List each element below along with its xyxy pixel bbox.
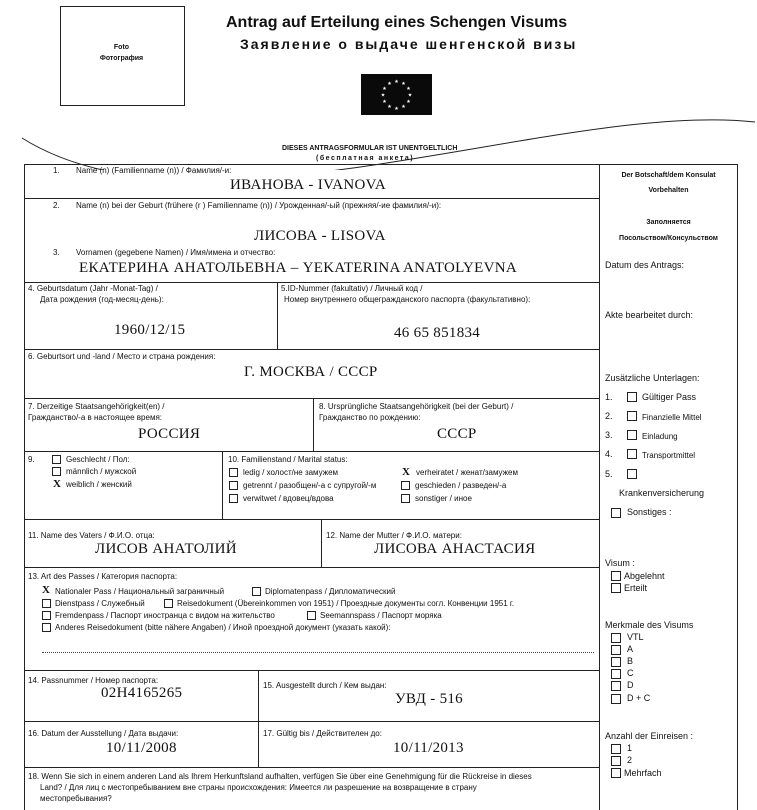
type-c-label: C xyxy=(627,668,634,678)
field-18-line-3: местопребывания? xyxy=(40,794,112,803)
grid-line xyxy=(24,164,737,165)
header-curve xyxy=(0,60,757,170)
sonstiger-label: sonstiger / иное xyxy=(415,494,472,503)
male-label: männlich / мужской xyxy=(66,467,137,476)
entries-multiple-checkbox[interactable] xyxy=(611,768,621,778)
diplomat-passport-checkbox[interactable] xyxy=(252,587,261,596)
grid-line xyxy=(222,451,223,519)
grid-line xyxy=(24,519,600,520)
grid-line xyxy=(24,198,600,199)
grid-line xyxy=(24,451,600,452)
field-4-label-2: Дата рождения (год-месяц-день): xyxy=(40,295,164,304)
grid-line xyxy=(24,349,600,350)
financial-means-label: Finanzielle Mittel xyxy=(642,413,702,422)
other-document-label: Anderes Reisedokument (bitte nähere Angaben) / Иной проездной документ (указать какой): xyxy=(55,623,391,632)
photo-label-ru: Фотография xyxy=(99,55,144,62)
diplomat-passport-label: Diplomatenpass / Дипломатический xyxy=(265,587,396,596)
issue-date-value[interactable]: 10/11/2008 xyxy=(106,740,177,756)
application-date-label: Datum des Antrags: xyxy=(605,260,685,270)
field-2-number: 2. xyxy=(53,201,60,210)
invitation-checkbox[interactable] xyxy=(627,430,637,440)
field-1-number: 1. xyxy=(53,166,60,175)
geschieden-checkbox[interactable] xyxy=(401,481,410,490)
grid-line xyxy=(24,767,600,768)
field-12-label: 12. Name der Mutter / Ф.И.О. матери: xyxy=(326,531,462,540)
field-5-label-2: Номер внутреннего общегражданского паспорта (факультативно): xyxy=(284,295,531,304)
processed-by-label: Akte bearbeitet durch: xyxy=(605,310,694,320)
svg-text:★: ★ xyxy=(380,92,386,99)
svg-text:★: ★ xyxy=(387,81,392,87)
doc-number: 3. xyxy=(605,430,613,440)
verwitwet-checkbox[interactable] xyxy=(229,494,238,503)
field-8-label-1: 8. Ursprüngliche Staatsangehörigkeit (bei der Geburt) / xyxy=(319,402,514,411)
visa-features-label: Merkmale des Visums xyxy=(605,620,694,630)
svg-text:★: ★ xyxy=(406,99,411,105)
financial-means-checkbox[interactable] xyxy=(627,411,637,421)
other-checkbox[interactable] xyxy=(611,508,621,518)
field-18-line-1: 18. Wenn Sie sich in einem anderen Land als Ihrem Herkunftsland aufhalten, verfügen Sie über eine Genehmigung für die Rückreise in dieses xyxy=(28,772,532,781)
grid-line xyxy=(24,282,600,283)
first-names-value[interactable]: ЕКАТЕРИНА АНАТОЛЬЕВНА – YEKATERINA ANATOLYEVNA xyxy=(79,260,518,276)
office-use-ru-1: Заполняется xyxy=(646,219,691,226)
field-16-label: 16. Datum der Ausstellung / Дата выдачи: xyxy=(28,729,179,738)
sex-checkbox-header xyxy=(52,455,61,464)
type-b-label: B xyxy=(627,656,634,666)
type-d-checkbox[interactable] xyxy=(611,681,621,691)
type-dc-label: D + C xyxy=(627,693,651,703)
verheiratet-label: verheiratet / женат/замужем xyxy=(416,468,518,477)
field-17-label: 17. Gültig bis / Действителен до: xyxy=(263,729,382,738)
grid-line xyxy=(24,567,600,568)
type-dc-checkbox[interactable] xyxy=(611,694,621,704)
field-3-number: 3. xyxy=(53,248,60,257)
field-8-label-2: Гражданство по рождению: xyxy=(319,413,421,422)
ledig-label: ledig / холост/не замужем xyxy=(243,468,339,477)
field-1-label: Name (n) (Familienname (n)) / Фамилия/-и: xyxy=(76,166,232,175)
type-c-checkbox[interactable] xyxy=(611,669,621,679)
mother-name-value[interactable]: ЛИСОВА АНАСТАСИЯ xyxy=(374,541,536,557)
field-3-label: Vornamen (gegebene Namen) / Имя/имена и отчество: xyxy=(76,248,276,257)
form-title-ru: Заявление о выдаче шенгенской визы xyxy=(240,36,578,52)
rejected-checkbox[interactable] xyxy=(611,571,621,581)
vtl-label: VTL xyxy=(627,632,644,642)
grid-line xyxy=(737,164,738,810)
national-passport-mark[interactable]: X xyxy=(42,584,50,596)
birth-place-value[interactable]: Г. МОСКВА / СССР xyxy=(244,364,378,380)
svg-text:★: ★ xyxy=(407,92,413,99)
doc-number: 1. xyxy=(605,392,613,402)
office-use-de-2: Vorbehalten xyxy=(648,187,689,194)
other-document-checkbox[interactable] xyxy=(42,623,51,632)
field-9-label: Geschlecht / Пол: xyxy=(66,455,130,464)
birth-date-value[interactable]: 1960/12/15 xyxy=(114,322,186,338)
form-title-de: Antrag auf Erteilung eines Schengen Visums xyxy=(226,14,568,31)
field-5-label-1: 5.ID-Nummer (fakultativ) / Личный код / xyxy=(281,284,423,293)
office-use-ru-2: Посольством/Консульством xyxy=(619,235,718,242)
verwitwet-label: verwitwet / вдовец/вдова xyxy=(243,494,334,503)
grid-line xyxy=(321,519,322,567)
birth-surname-value[interactable]: ЛИСОВА - LISOVA xyxy=(254,228,386,244)
transport-label: Transportmittel xyxy=(642,451,696,460)
field-13-label: 13. Art des Passes / Категория паспорта: xyxy=(28,572,178,581)
field-14-label: 14. Passnummer / Номер паспорта: xyxy=(28,676,159,685)
verheiratet-checkbox-mark[interactable]: X xyxy=(402,466,410,478)
getrennt-label: getrennt / разобщен/-а с супругой/-м xyxy=(243,481,377,490)
field-15-label: 15. Ausgestellt durch / Кем выдан: xyxy=(263,681,387,690)
passport-number-value[interactable]: 02H4165265 xyxy=(101,685,183,701)
alien-passport-label: Fremdenpass / Паспорт иностранца с видом на жительство xyxy=(55,611,275,620)
rejected-label: Abgelehnt xyxy=(624,571,665,581)
doc-number: 4. xyxy=(605,449,613,459)
current-nationality-value[interactable]: РОССИЯ xyxy=(138,426,201,442)
doc-number: 2. xyxy=(605,411,613,421)
svg-text:★: ★ xyxy=(382,99,387,105)
svg-text:★: ★ xyxy=(406,86,411,92)
field-18-line-2: Land? / Для лиц с местопребыванием вне страны происхождения: Имеется ли разрешение на возвращение в страну xyxy=(40,783,477,792)
office-use-de-1: Der Botschaft/dem Konsulat xyxy=(621,172,716,179)
type-b-checkbox[interactable] xyxy=(611,657,621,667)
svg-text:★: ★ xyxy=(394,79,399,85)
valid-until-value[interactable]: 10/11/2013 xyxy=(393,740,464,756)
travel-document-checkbox[interactable] xyxy=(164,599,173,608)
entries-1-label: 1 xyxy=(627,743,633,753)
svg-text:★: ★ xyxy=(394,106,399,112)
field-2-label: Name (n) bei der Geburt (frühere (r ) Familienname (n)) / Урожденная/-ый (прежняя/-ие фамилия/-и): xyxy=(76,201,442,210)
surname-value[interactable]: ИВАНОВА - IVANOVA xyxy=(230,177,387,193)
doc-number: 5. xyxy=(605,469,613,479)
field-11-label: 11. Name des Vaters / Ф.И.О. отца: xyxy=(28,531,155,540)
field-9-number: 9. xyxy=(28,455,35,464)
entries-1-checkbox[interactable] xyxy=(611,744,621,754)
sonstiger-checkbox[interactable] xyxy=(401,494,410,503)
free-form-note-ru: (бесплатная анкета) xyxy=(316,155,415,162)
grid-line xyxy=(258,670,259,767)
seaman-passport-label: Seemannspass / Паспорт моряка xyxy=(320,611,442,620)
male-checkbox[interactable] xyxy=(52,467,61,476)
geschieden-label: geschieden / разведен/-а xyxy=(415,481,507,490)
health-insurance-label: Krankenversicherung xyxy=(619,488,705,498)
service-passport-label: Dienstpass / Служебный xyxy=(55,599,145,608)
additional-documents-label: Zusätzliche Unterlagen: xyxy=(605,373,700,383)
issued-checkbox[interactable] xyxy=(611,583,621,593)
entries-2-checkbox[interactable] xyxy=(611,756,621,766)
issued-label: Erteilt xyxy=(624,583,648,593)
type-a-checkbox[interactable] xyxy=(611,645,621,655)
issued-by-value[interactable]: УВД - 516 xyxy=(395,691,463,707)
original-nationality-value[interactable]: СССР xyxy=(437,426,477,442)
travel-document-label: Reisedokument (Übereinkommen von 1951) / Проездные документы согл. Конвенции 1951 г. xyxy=(177,599,515,608)
alien-passport-checkbox[interactable] xyxy=(42,611,51,620)
valid-passport-label: Gültiger Pass xyxy=(642,392,697,402)
grid-line xyxy=(24,721,600,722)
field-6-label: 6. Geburtsort und -land / Место и страна рождения: xyxy=(28,352,216,361)
getrennt-checkbox[interactable] xyxy=(229,481,238,490)
valid-passport-checkbox[interactable] xyxy=(627,392,637,402)
field-4-label-1: 4. Geburtsdatum (Jahr -Monat-Tag) / xyxy=(28,284,158,293)
grid-line xyxy=(24,164,25,810)
service-passport-checkbox[interactable] xyxy=(42,599,51,608)
invitation-label: Einladung xyxy=(642,432,678,441)
ledig-checkbox[interactable] xyxy=(229,468,238,477)
field-10-label: 10. Familienstand / Marital status: xyxy=(228,455,348,464)
seaman-passport-checkbox[interactable] xyxy=(307,611,316,620)
grid-line xyxy=(313,398,314,451)
svg-text:★: ★ xyxy=(401,104,406,110)
grid-line xyxy=(24,398,600,399)
grid-line xyxy=(277,282,278,349)
female-checkbox-mark[interactable]: X xyxy=(53,478,61,490)
entries-2-label: 2 xyxy=(627,755,633,765)
other-label: Sonstiges : xyxy=(627,507,672,517)
svg-text:★: ★ xyxy=(401,81,406,87)
other-document-dotted-line[interactable] xyxy=(42,652,594,653)
field-7-label-1: 7. Derzeitige Staatsangehörigkeit(en) / xyxy=(28,402,165,411)
grid-line xyxy=(24,670,600,671)
free-form-note-de: DIESES ANTRAGSFORMULAR IST UNENTGELTLICH xyxy=(282,145,458,152)
entries-multiple-label: Mehrfach xyxy=(624,768,662,778)
entries-count-label: Anzahl der Einreisen : xyxy=(605,731,694,741)
insurance-checkbox[interactable] xyxy=(627,469,637,479)
vtl-checkbox[interactable] xyxy=(611,633,621,643)
visa-label: Visum : xyxy=(605,558,635,568)
svg-text:★: ★ xyxy=(382,86,387,92)
grid-line xyxy=(599,164,600,810)
svg-text:★: ★ xyxy=(387,104,392,110)
female-label: weiblich / женский xyxy=(66,480,132,489)
id-number-value[interactable]: 46 65 851834 xyxy=(394,325,481,341)
father-name-value[interactable]: ЛИСОВ АНАТОЛИЙ xyxy=(95,541,237,557)
transport-checkbox[interactable] xyxy=(627,449,637,459)
national-passport-label: Nationaler Pass / Национальный заграничный xyxy=(55,587,225,596)
field-7-label-2: Гражданство/-а в настоящее время: xyxy=(28,413,163,422)
type-d-label: D xyxy=(627,680,634,690)
photo-label-de: Foto xyxy=(113,44,130,51)
type-a-label: A xyxy=(627,644,634,654)
